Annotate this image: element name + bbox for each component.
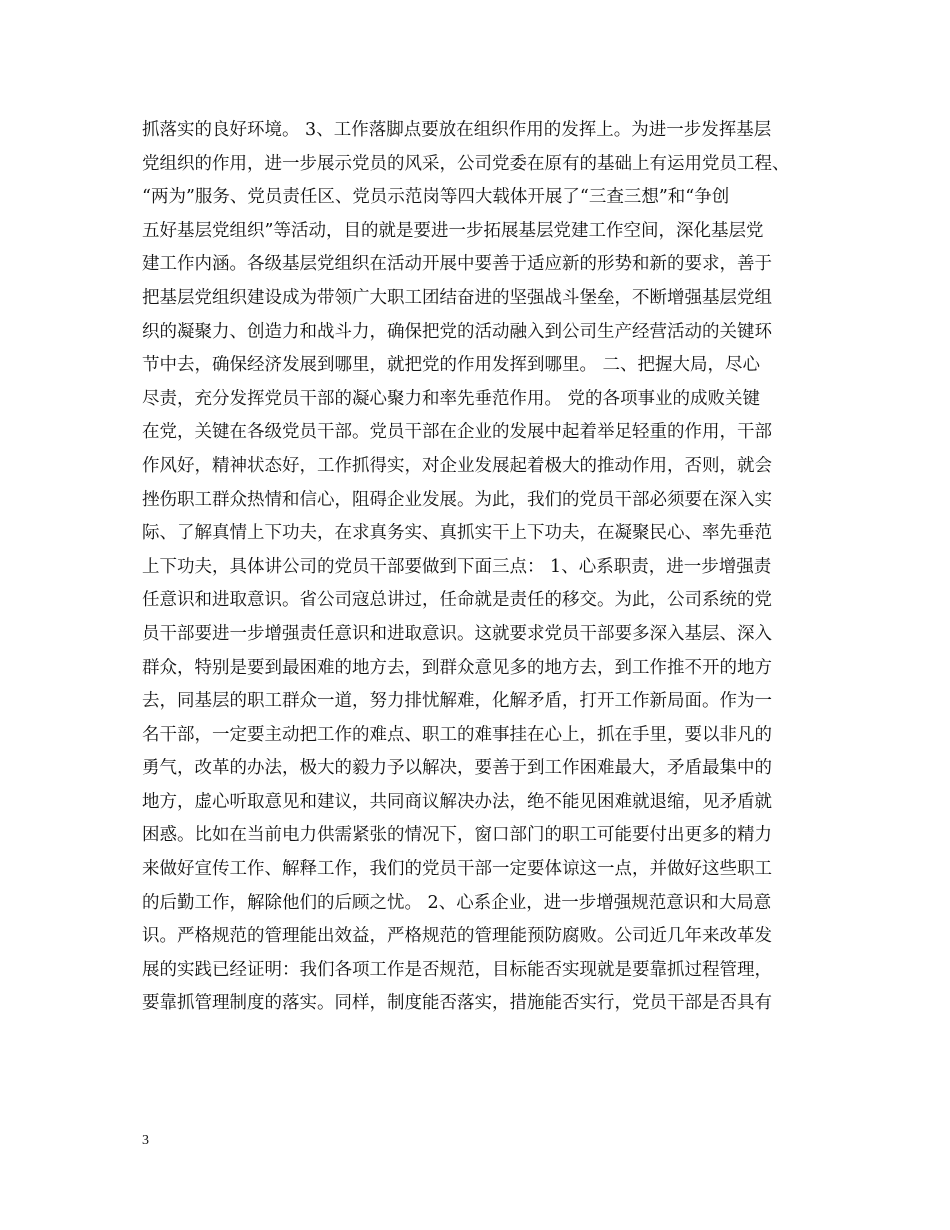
body-text	[142, 114, 822, 1021]
text-line: 织的凝聚力、创造力和战斗力，确保把党的活动融入到公司生产经营活动的关键环	[142, 321, 772, 342]
text-line: 的后勤工作，解除他们的后顾之忧。 2、心系企业，进一步增强规范意识和大局意	[142, 892, 772, 913]
text-line: 员干部要进一步增强责任意识和进取意识。这就要求党员干部要多深入基层、深入	[142, 623, 772, 644]
text-line: 挫伤职工群众热情和信心，阻碍企业发展。为此，我们的党员干部必须要在深入实	[142, 489, 772, 510]
text-line: 名干部，一定要主动把工作的难点、职工的难事挂在心上，抓在手里，要以非凡的	[142, 724, 772, 745]
text-line: 五好基层党组织”等活动，目的就是要进一步拓展基层党建工作空间，深化基层党	[142, 220, 764, 241]
text-line: 任意识和进取意识。省公司寇总讲过，任命就是责任的移交。为此，公司系统的党	[142, 590, 772, 611]
text-line: 群众，特别是要到最困难的地方去，到群众意见多的地方去，到工作推不开的地方	[142, 657, 772, 678]
text-line: 节中去，确保经济发展到哪里，就把党的作用发挥到哪里。 二、把握大局，尽心	[142, 355, 761, 376]
text-line: 地方，虚心听取意见和建议，共同商议解决办法，绝不能见困难就退缩，见矛盾就	[142, 791, 772, 812]
text-line: 在党，关键在各级党员干部。党员干部在企业的发展中起着举足轻重的作用，干部	[142, 422, 772, 443]
text-line: 把基层党组织建设成为带领广大职工团结奋进的坚强战斗堡垒，不断增强基层党组	[142, 287, 772, 308]
text-line: 识。严格规范的管理能出效益，严格规范的管理能预防腐败。公司近几年来改革发	[142, 926, 772, 947]
text-line: 作风好，精神状态好，工作抓得实，对企业发展起着极大的推动作用，否则，就会	[142, 455, 772, 476]
text-line: 建工作内涵。各级基层党组织在活动开展中要善于适应新的形势和新的要求，善于	[142, 254, 772, 275]
text-line: 困惑。比如在当前电力供需紧张的情况下，窗口部门的职工可能要付出更多的精力	[142, 825, 772, 846]
text-line: 来做好宣传工作、解释工作，我们的党员干部一定要体谅这一点，并做好这些职工	[142, 859, 772, 880]
text-line: “两为”服务、党员责任区、党员示范岗等四大载体开展了“三查三想”和“争创	[142, 187, 730, 208]
text-line: 勇气，改革的办法，极大的毅力予以解决，要善于到工作困难最大，矛盾最集中的	[142, 758, 772, 779]
text-line: 抓落实的良好环境。 3、工作落脚点要放在组织作用的发挥上。为进一步发挥基层	[142, 120, 772, 140]
text-line: 尽责，充分发挥党员干部的凝心聚力和率先垂范作用。 党的各项事业的成败关键	[142, 388, 761, 409]
text-line: 要靠抓管理制度的落实。同样，制度能否落实，措施能否实行，党员干部是否具有	[142, 993, 772, 1014]
text-line: 去，同基层的职工群众一道，努力排忧解难，化解矛盾，打开工作新局面。作为一	[142, 691, 772, 712]
text-line: 际、了解真情上下功夫，在求真务实、真抓实干上下功夫，在凝聚民心、率先垂范	[142, 523, 772, 544]
text-line: 上下功夫，具体讲公司的党员干部要做到下面三点： 1、心系职责，进一步增强责	[142, 556, 772, 577]
page-number: 3	[142, 1133, 149, 1148]
text-line: 党组织的作用，进一步展示党员的风采，公司党委在原有的基础上有运用党员工程、	[142, 153, 790, 174]
text-line: 展的实践已经证明：我们各项工作是否规范，目标能否实现就是要靠抓过程管理，	[142, 959, 772, 980]
